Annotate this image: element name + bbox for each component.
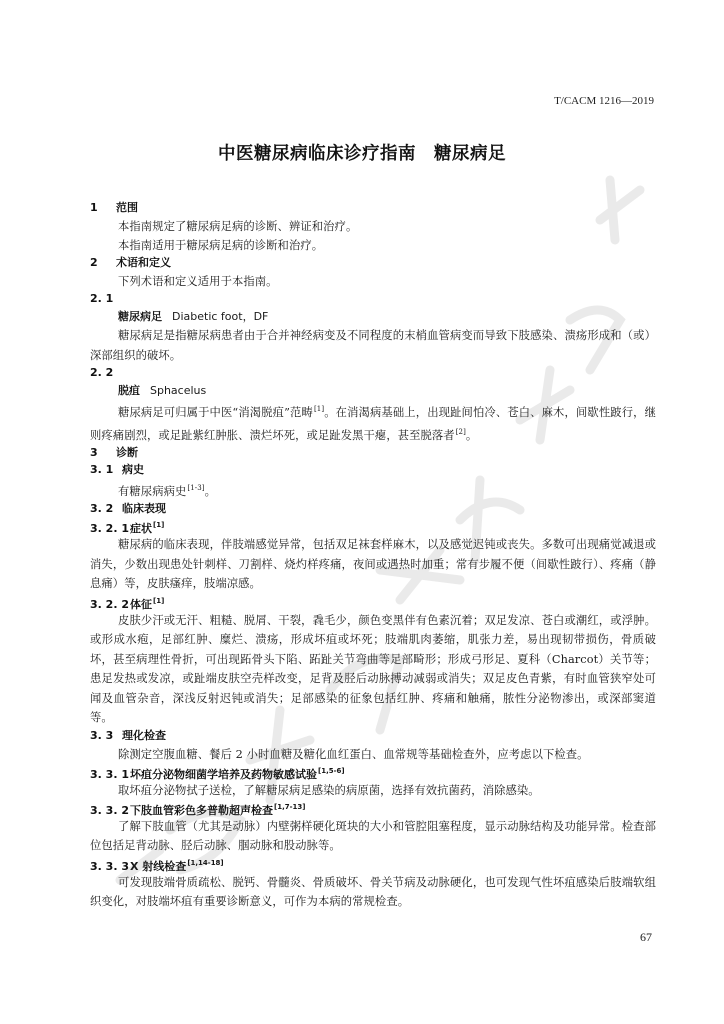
citation: [1,5-6] bbox=[318, 766, 345, 775]
section-3-3-1-heading: 3. 3. 1坏疽分泌物细菌学培养及药物敏感试验[1,5-6] bbox=[90, 766, 345, 781]
section-2-2-number: 2. 2 bbox=[90, 366, 114, 379]
title-main: 中医糖尿病临床诊疗指南 bbox=[218, 144, 416, 164]
section-2-heading: 2 术语和定义 bbox=[90, 256, 171, 269]
citation: [1,14-18] bbox=[187, 858, 224, 867]
section-3-heading: 3 诊断 bbox=[90, 446, 138, 459]
section-2-2-para-1: 糖尿病足可归属于中医“消渴脱疽”范畴[1]。在消渴病基础上，出现趾间怕冷、苍白、麻木，间歇性跛行，继则疼痛剧烈，或足趾紫红肿胀、溃烂坏死，或足趾发黑干瘪，甚至脱落者[2]。 bbox=[90, 405, 656, 442]
section-3-2-1-para-1: 糖尿病的临床表现，伴肢端感觉异常，包括双足袜套样麻木，以及感觉迟钝或丧失。多数可出现痛觉减退或消失，少数出现患处针刺样、刀割样、烧灼样疼痛，夜间或遇热时加重；常有步履不便（间歇性跛行）、疼痛（静息痛）等，皮肤瘙痒，肢端凉感。 bbox=[90, 538, 656, 590]
section-3-3-heading: 3. 3 理化检查 bbox=[90, 728, 166, 742]
section-3-1-heading: 3. 1 病史 bbox=[90, 463, 144, 476]
document-code: T/CACM 1216—2019 bbox=[554, 95, 654, 107]
citation: [1,7-13] bbox=[274, 802, 306, 811]
section-3-3-1-para-1: 取坏疽分泌物拭子送检，了解糖尿病足感染的病原菌，选择有效抗菌药，消除感染。 bbox=[118, 783, 540, 797]
term-sphacelus: 脱疽 Sphacelus bbox=[118, 384, 207, 397]
section-3-3-2-para-1: 了解下肢血管（尤其是动脉）内壁粥样硬化斑块的大小和管腔阻塞程度，显示动脉结构及功能异常。检查部位包括足背动脉、胫后动脉、腘动脉和股动脉等。 bbox=[90, 819, 656, 852]
section-1-heading: 1 范围 bbox=[90, 201, 138, 214]
section-3-2-heading: 3. 2 临床表现 bbox=[90, 502, 166, 515]
citation: [1-3] bbox=[187, 484, 205, 492]
citation: [1] bbox=[153, 521, 165, 529]
section-3-3-para-1: 除测定空腹血糖、餐后 2 小时血糖及糖化血红蛋白、血常规等基础检查外，应考虑以下检查。 bbox=[118, 747, 589, 761]
section-3-2-2-heading: 3. 2. 2体征[1] bbox=[90, 596, 165, 611]
citation: [2] bbox=[455, 427, 466, 436]
citation: [1] bbox=[313, 405, 325, 413]
document-body bbox=[90, 200, 656, 912]
section-1-para-2: 本指南适用于糖尿病足病的诊断和治疗。 bbox=[118, 239, 324, 252]
section-3-3-3-heading: 3. 3. 3X 射线检查[1,14-18] bbox=[90, 858, 224, 873]
page-number: 67 bbox=[640, 930, 652, 944]
term-diabetic-foot: 糖尿病足 Diabetic foot，DF bbox=[118, 310, 269, 323]
section-2-1-number: 2. 1 bbox=[90, 292, 114, 305]
section-3-3-2-heading: 3. 3. 2下肢血管彩色多普勒超声检查[1,7-13] bbox=[90, 802, 306, 817]
section-3-2-2-para-1: 皮肤少汗或无汗、粗糙、脱屑、干裂，毳毛少，颜色变黑伴有色素沉着；双足发凉、苍白或潮红，或浮肿。或形成水疱，足部红肿、糜烂、溃疡，形成坏疽或坏死；肢端肌肉萎缩，肌张力差，易出现韧带损伤，骨质破坏，甚至病理性骨折，可出现跖骨头下陷、跖趾关节弯曲等足部畸形；形成弓形足、夏科（Charcot）关节等；患足发热或发凉，或趾端皮肤空壳样改变，足背及胫后动脉搏动减弱或消失；双足皮色青紫，有时血管狭窄处可闻及血管杂音，深浅反射迟钝或消失；足部感染的征象包括红肿、疼痛和触痛，脓性分泌物渗出，或深部窦道等。 bbox=[90, 613, 656, 724]
section-3-3-3-para-1: 可发现肢端骨质疏松、脱钙、骨髓炎、骨质破坏、骨关节病及动脉硬化，也可发现气性坏疽感染后肢端软组织变化，对肢端坏疽有重要诊断意义，可作为本病的常规检查。 bbox=[90, 875, 656, 908]
section-1-para-1: 本指南规定了糖尿病足病的诊断、辨证和治疗。 bbox=[118, 220, 358, 233]
citation: [1] bbox=[153, 596, 165, 605]
section-2-1-para-1: 糖尿病足是指糖尿病患者由于合并神经病变及不同程度的末梢血管病变而导致下肢感染、溃疡形成和（或）深部组织的破坏。 bbox=[90, 329, 656, 362]
page-title bbox=[0, 140, 724, 165]
title-sub: 糖尿病足 bbox=[434, 144, 506, 164]
section-3-2-1-heading: 3. 2. 1症状[1] bbox=[90, 521, 165, 535]
section-2-para-1: 下列术语和定义适用于本指南。 bbox=[118, 275, 278, 288]
section-3-1-para-1: 有糖尿病病史[1-3]。 bbox=[118, 484, 217, 498]
